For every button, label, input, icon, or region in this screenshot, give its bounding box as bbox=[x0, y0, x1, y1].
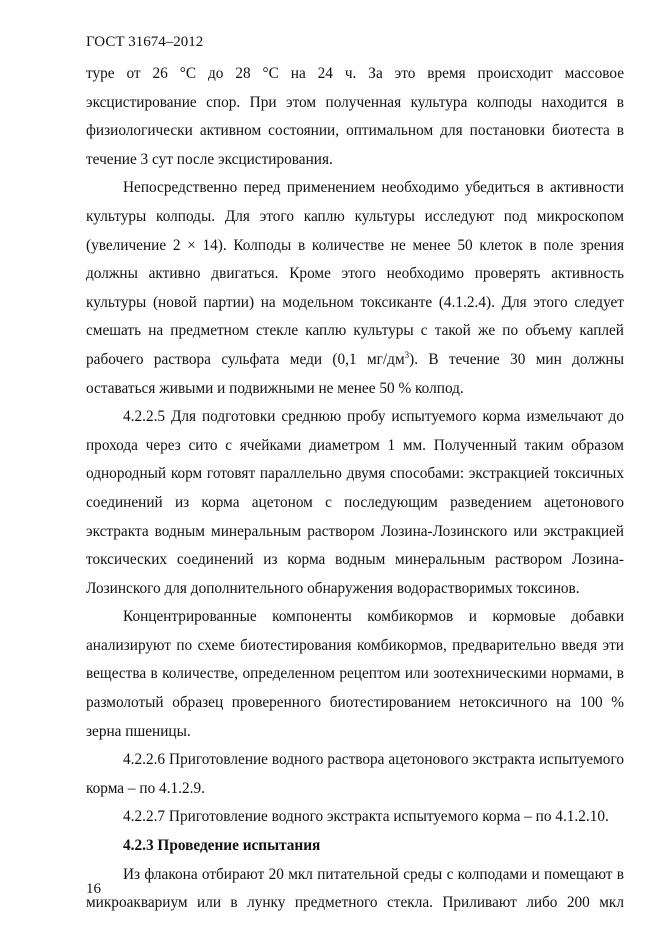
page-number: 16 bbox=[86, 881, 101, 897]
document-body bbox=[86, 60, 624, 918]
paragraph-4-2-2-5: 4.2.2.5 Для подготовки среднюю пробу испытуемого корма измельчают до прохода через сито с ячейками диаметром 1 мм. Полученный таким образом однородный корм готовят параллельно двумя способами: экстракцией токсичных соединений из корма ацетоном с последующим разведением ацетонового экстракта водным минеральным раствором Лозина-Лозинского или экстракцией токсических соединений из корма водным минеральным раствором Лозина-Лозинского для дополнительного обнаружения водорастворимых токсинов. bbox=[86, 408, 624, 597]
paragraph-testing: Из флакона отбирают 20 мкл питательной среды с колподами и помещают в микроаквариум или в лунку предметного стекла. Приливают либо 200 мкл bbox=[86, 865, 624, 912]
paragraph-4-2-2-7: 4.2.2.7 Приготовление водного экстракта испытуемого корма – по 4.1.2.10. bbox=[123, 808, 609, 826]
paragraph-culture-activity bbox=[86, 174, 624, 403]
section-heading-text: 4.2.3 Проведение испытания bbox=[123, 837, 321, 855]
paragraph-4-2-2-6: 4.2.2.6 Приготовление водного раствора ацетонового экстракта испытуемого корма – по 4.1.2.9. bbox=[86, 751, 624, 797]
paragraph-concentrated-components: Концентрированные компоненты комбикормов и кормовые добавки анализируют по схеме биотестирования комбикормов, предварительно введя эти вещества в количестве, определенном рецептом или зоотехническими нормами, в размолотый образец проверенного биотестированием нетоксичного на 100 % зерна пшеницы. bbox=[86, 608, 624, 740]
standard-header: ГОСТ 31674–2012 bbox=[86, 34, 204, 50]
paragraph-culture-activity-text: Непосредственно перед применением необходимо убедиться в активности культуры колподы. Для этого каплю культуры исследуют под микроскопом (увеличение 2 × 14). Колподы в количестве не менее 50 клеток в поле зрения должны активно двигаться. Кроме этого необходимо проверять активность культуры (новой партии) на модельном токсиканте (4.1.2.4). Для этого следует смешать на предметном стекле каплю культуры с такой же по объему каплей рабочего раствора сульфата меди (0,1 мг/дм bbox=[86, 179, 624, 368]
section-heading bbox=[86, 832, 624, 861]
paragraph-culture-activity-tail: ). В течение 30 мин должны оставаться живыми и подвижными не менее 50 % колпод. bbox=[86, 350, 624, 397]
paragraph-continuation: туре от 26 °С до 28 °С на 24 ч. За это время происходит массовое эксцистирование спор. При этом полученная культура колподы находится в физиологически активном состоянии, оптимальном для постановки биотеста в течение 3 сут после эксцистирования. bbox=[86, 65, 624, 168]
unit-superscript: 3 bbox=[404, 349, 410, 360]
